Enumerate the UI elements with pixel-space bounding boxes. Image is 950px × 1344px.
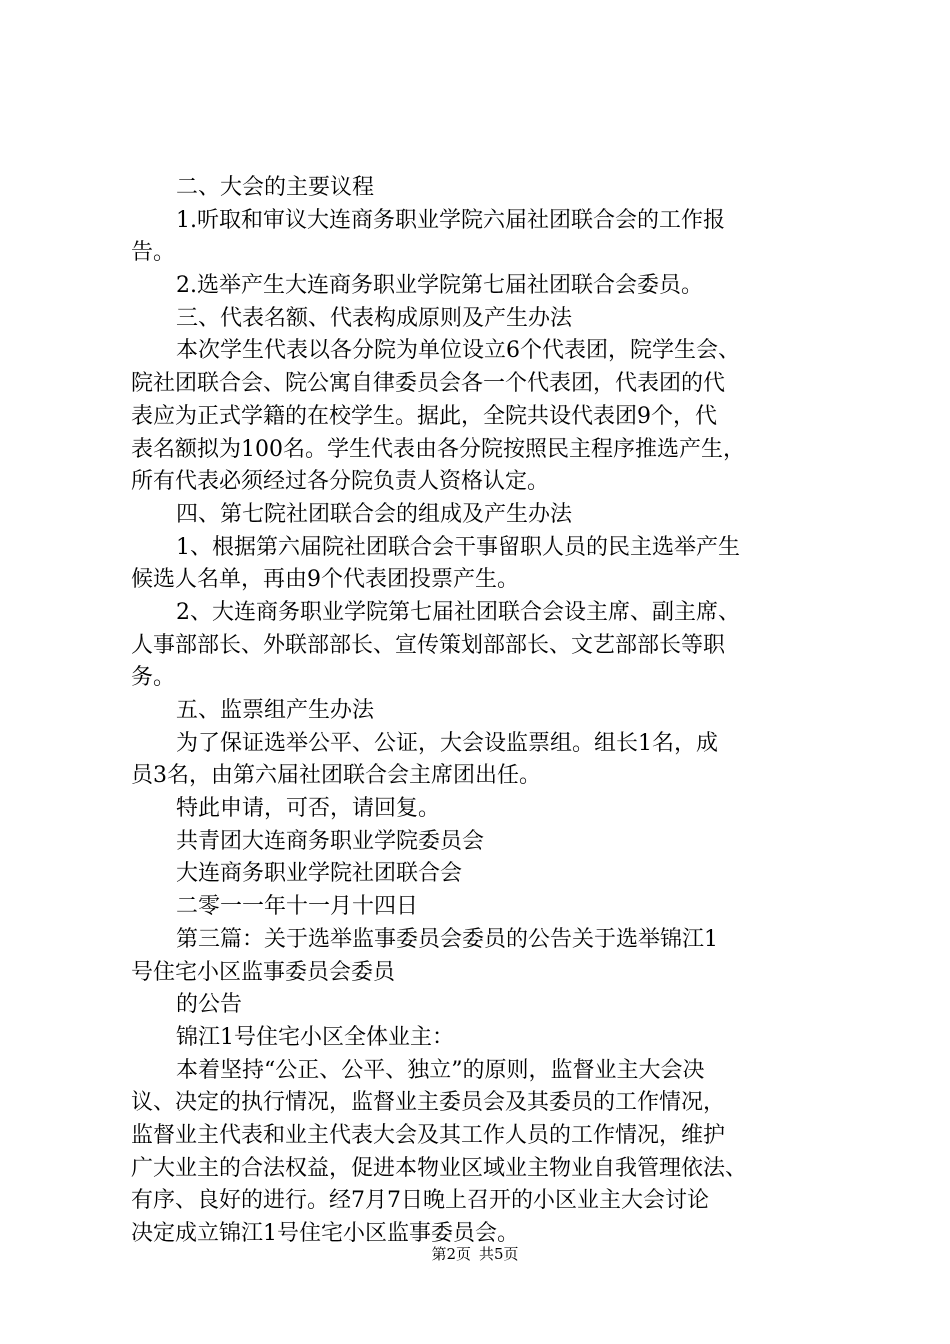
text-line: 二零一一年十一月十四日 [176,894,419,920]
text-line: 1.听取和审议大连商务职业学院六届社团联合会的工作报 [176,207,725,233]
text-line: 第三篇：关于选举监事委员会委员的公告关于选举锦江1 [176,926,718,952]
text-line: 表应为正式学籍的在校学生。据此，全院共设代表团9个，代 [131,403,717,429]
text-line: 院社团联合会、院公寓自律委员会各一个代表团，代表团的代 [131,371,726,397]
document-body [131,172,831,1251]
text-line: 号住宅小区监事委员会委员 [131,959,396,985]
text-line: 2.选举产生大连商务职业学院第七届社团联合会委员。 [176,273,703,299]
text-line: 特此申请，可否，请回复。 [176,796,441,822]
text-line: 本着坚持“公正、公平、独立”的原则，监督业主大会决 [176,1057,705,1083]
text-line: 告。 [131,240,176,266]
text-line: 有序、良好的进行。经7月7日晚上召开的小区业主大会讨论 [131,1188,709,1214]
page-total: 共5页 [479,1245,519,1263]
text-line: 为了保证选举公平、公证，大会设监票组。组长1名，成 [176,730,718,756]
text-line: 1、根据第六届院社团联合会干事留职人员的民主选举产生 [176,534,740,560]
text-line: 议、决定的执行情况，监督业主委员会及其委员的工作情况， [131,1090,726,1116]
text-line: 表名额拟为100名。学生代表由各分院按照民主程序推选产生， [131,436,745,462]
text-line: 三、代表名额、代表构成原则及产生办法 [176,305,573,331]
text-line: 所有代表必须经过各分院负责人资格认定。 [131,469,550,495]
text-line: 员3名，由第六届社团联合会主席团出任。 [131,763,541,789]
text-line: 五、监票组产生办法 [176,698,375,723]
page-footer [0,1244,950,1264]
text-line: 本次学生代表以各分院为单位设立6个代表团，院学生会、 [176,338,740,364]
text-line: 监督业主代表和业主代表大会及其工作人员的工作情况，维护 [131,1122,726,1148]
text-line: 务。 [131,665,176,691]
text-line: 广大业主的合法权益，促进本物业区域业主物业自我管理依法、 [131,1155,748,1181]
text-line: 锦江1号住宅小区全体业主： [176,1024,454,1050]
text-line: 2、大连商务职业学院第七届社团联合会设主席、副主席、 [176,599,740,625]
page-number: 第2页 [431,1245,471,1263]
text-line: 的公告 [176,992,243,1018]
text-line: 大连商务职业学院社团联合会 [176,861,463,887]
text-line: 二、大会的主要议程 [176,175,375,200]
text-line: 人事部部长、外联部部长、宣传策划部部长、文艺部部长等职 [131,632,726,658]
text-line: 候选人名单，再由9个代表团投票产生。 [131,567,519,593]
text-line: 四、第七院社团联合会的组成及产生办法 [176,501,573,527]
text-line: 共青团大连商务职业学院委员会 [176,828,485,854]
text-line: 决定成立锦江1号住宅小区监事委员会。 [131,1221,519,1246]
